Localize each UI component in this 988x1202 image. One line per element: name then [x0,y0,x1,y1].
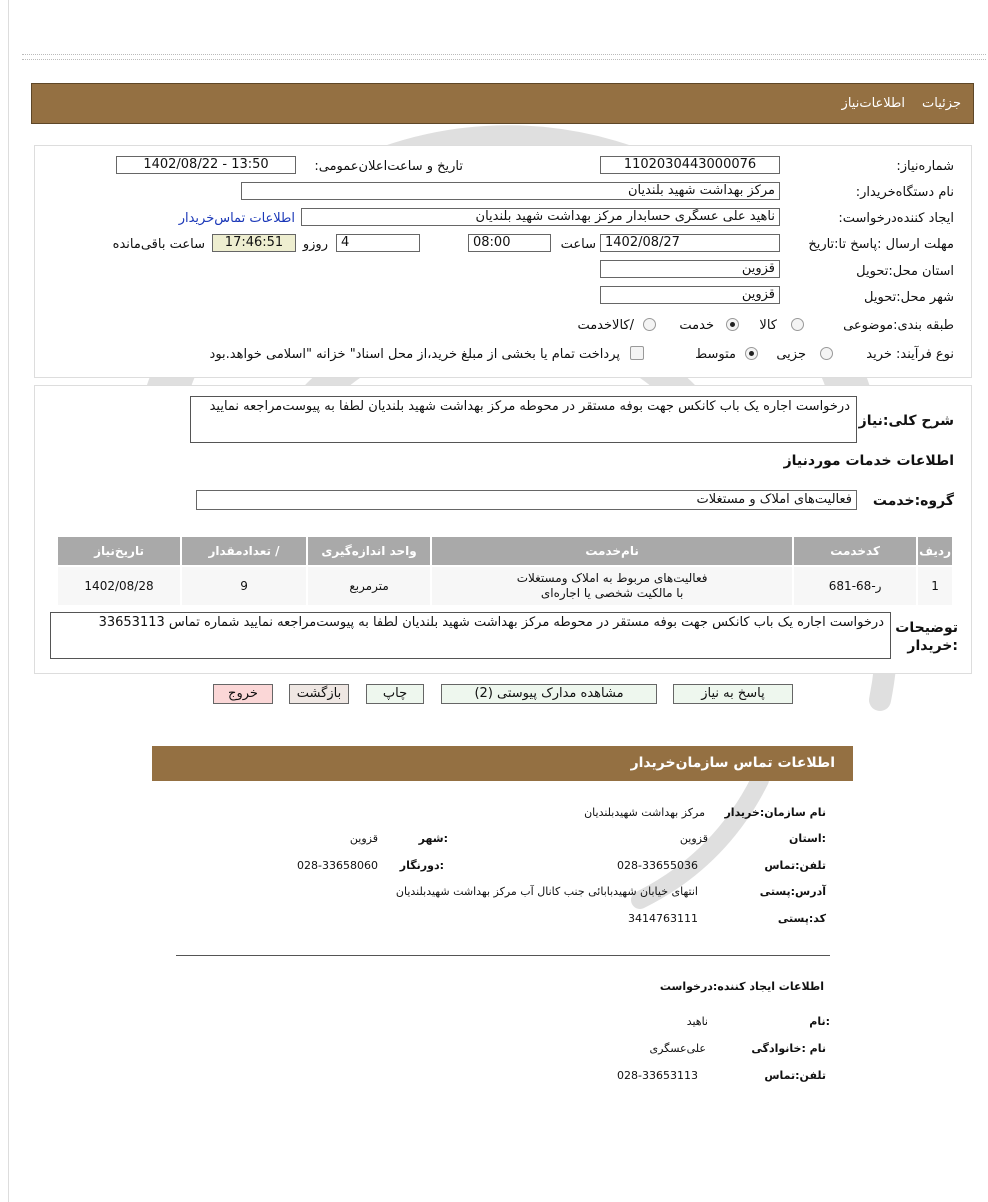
cell-need-date: 1402/08/28 [58,567,180,605]
city-label: شهر محل:تحویل [864,290,954,305]
deadline-hour-field: 08:00 [468,234,551,252]
top-dotted-divider [22,54,986,60]
service-group-field: فعالیت‌های املاک و مستغلات [196,490,857,510]
contact-address-value: انتهای خیابان شهیدبابائی جنب کانال آب مرکز بهداشت شهیدبلندیان [395,885,698,898]
col-row-number: ردیف [918,537,952,565]
process-radio-medium[interactable] [745,347,758,360]
category-service-label: خدمت [679,318,714,333]
category-radio-goods[interactable] [791,318,804,331]
contact-fax-value: 028-33658060 [297,859,378,872]
attached-documents-button[interactable]: مشاهده مدارک پیوستی (2) [441,684,657,704]
need-number-field: 1102030443000076 [600,156,780,174]
category-radio-goods-service[interactable] [643,318,656,331]
creator-family-label: نام :خانوادگی [751,1042,826,1055]
contact-org-label: نام سازمان:خریدار [724,806,826,819]
cell-unit: مترمربع [308,567,430,605]
tab-need-info[interactable]: اطلاعات‌نیاز [841,96,905,111]
contact-divider [176,955,830,956]
page-left-border [8,0,9,1202]
col-quantity: / تعدادمقدار [182,537,306,565]
cell-row-number: 1 [918,567,952,605]
services-heading: اطلاعات خدمات موردنیاز [783,453,954,469]
col-service-code: کدخدمت [794,537,916,565]
category-goods-label: کالا [759,318,777,333]
creator-phone-value: 028-33653113 [617,1069,698,1082]
announce-label: تاریخ و ساعت‌اعلان‌عمومی: [314,159,463,174]
general-description-box: درخواست اجاره یک باب کانکس جهت بوفه مستقر در محوطه مرکز بهداشت شهید بلندیان لطفا به پیوست‌مراجعه نمایید [190,396,857,443]
col-service-name: نام‌خدمت [432,537,792,565]
contact-fax-label: :دورنگار [399,859,444,872]
treasury-payment-checkbox[interactable] [630,346,644,360]
buyer-contact-header [152,746,853,781]
col-unit: واحد اندازه‌گیری [308,537,430,565]
contact-province-label: :استان [789,832,826,845]
cell-service-code: ر-68-681 [794,567,916,605]
tab-details[interactable]: جزئیات [922,96,961,111]
contact-city-value: قزوین [349,832,378,845]
service-group-label: گروه:خدمت [872,493,954,509]
contact-address-label: آدرس:پستی [759,885,826,898]
days-label: روزو [302,237,328,252]
requester-label: ایجاد کننده‌درخواست: [838,211,954,226]
need-details-panel [34,145,972,378]
contact-postal-label: کد:پستی [777,912,826,925]
deadline-label: مهلت ارسال :پاسخ تا:تاریخ [808,237,954,252]
city-field: قزوین [600,286,780,304]
buyer-contact-link[interactable]: اطلاعات تماس‌خریدار [178,211,295,226]
services-table [56,535,954,607]
requester-field: ناهید علی عسگری حسابدار مرکز بهداشت شهید بلندیان [301,208,780,226]
contact-province-value: قزوین [679,832,708,845]
buyer-notes-label: توضیحات :خریدار [895,620,958,654]
treasury-payment-label: پرداخت تمام یا بخشی از مبلغ خرید،از محل اسناد" خزانه "اسلامی خواهد.بود [209,347,620,362]
print-button[interactable]: چاپ [366,684,424,704]
table-header-row [58,537,952,565]
back-button[interactable]: بازگشت [289,684,349,704]
process-radio-minor[interactable] [820,347,833,360]
category-label: طبقه بندی:موضوعی [843,318,954,333]
contact-postal-value: 3414763111 [628,912,698,925]
contact-org-value: مرکز بهداشت شهیدبلندیان [584,806,705,819]
buyer-org-field: مرکز بهداشت شهید بلندیان [241,182,780,200]
days-field: 4 [336,234,420,252]
general-description-label: شرح کلی:نیاز [858,413,954,429]
buyer-org-label: نام دستگاه‌خریدار: [855,185,954,200]
creator-heading: اطلاعات ایجاد کننده:درخواست [659,980,824,993]
cell-quantity: 9 [182,567,306,605]
province-field: قزوین [600,260,780,278]
remaining-time-field: 17:46:51 [212,234,296,252]
process-medium-label: متوسط [695,347,736,362]
contact-phone-label: تلفن:تماس [764,859,826,872]
page-header-bar [31,83,974,124]
col-need-date: تاریخ‌نیاز [58,537,180,565]
exit-button[interactable]: خروج [213,684,273,704]
creator-name-value: ناهید [686,1015,708,1028]
creator-phone-label: تلفن:تماس [764,1069,826,1082]
process-label: نوع فرآیند: خرید [866,347,954,362]
cell-service-name: فعالیت‌های مربوط به املاک ومستغلات با مالکیت شخصی یا اجاره‌ای [432,567,792,605]
need-number-label: شماره‌نیاز: [896,159,954,174]
deadline-date-field: 1402/08/27 [600,234,780,252]
creator-name-label: :نام [809,1015,830,1028]
category-radio-service[interactable] [726,318,739,331]
deadline-hour-label: ساعت [560,237,596,252]
buyer-contact-title: اطلاعات تماس سازمان‌خریدار [630,755,835,771]
contact-city-label: :شهر [418,832,448,845]
creator-family-value: علی‌عسگری [649,1042,706,1055]
category-goods-service-label: /کالاخدمت [577,318,634,333]
remaining-label: ساعت باقی‌مانده [112,237,205,252]
announce-field: 1402/08/22 - 13:50 [116,156,296,174]
province-label: استان محل:تحویل [856,264,954,279]
buyer-notes-box: درخواست اجاره یک باب کانکس جهت بوفه مستقر در محوطه مرکز بهداشت شهید بلندیان لطفا به پیوست‌مراجعه نمایید شماره تماس 33653113 [50,612,891,659]
table-row [58,567,952,605]
contact-phone-value: 028-33655036 [617,859,698,872]
reply-button[interactable]: پاسخ به نیاز [673,684,793,704]
process-minor-label: جزیی [776,347,806,362]
